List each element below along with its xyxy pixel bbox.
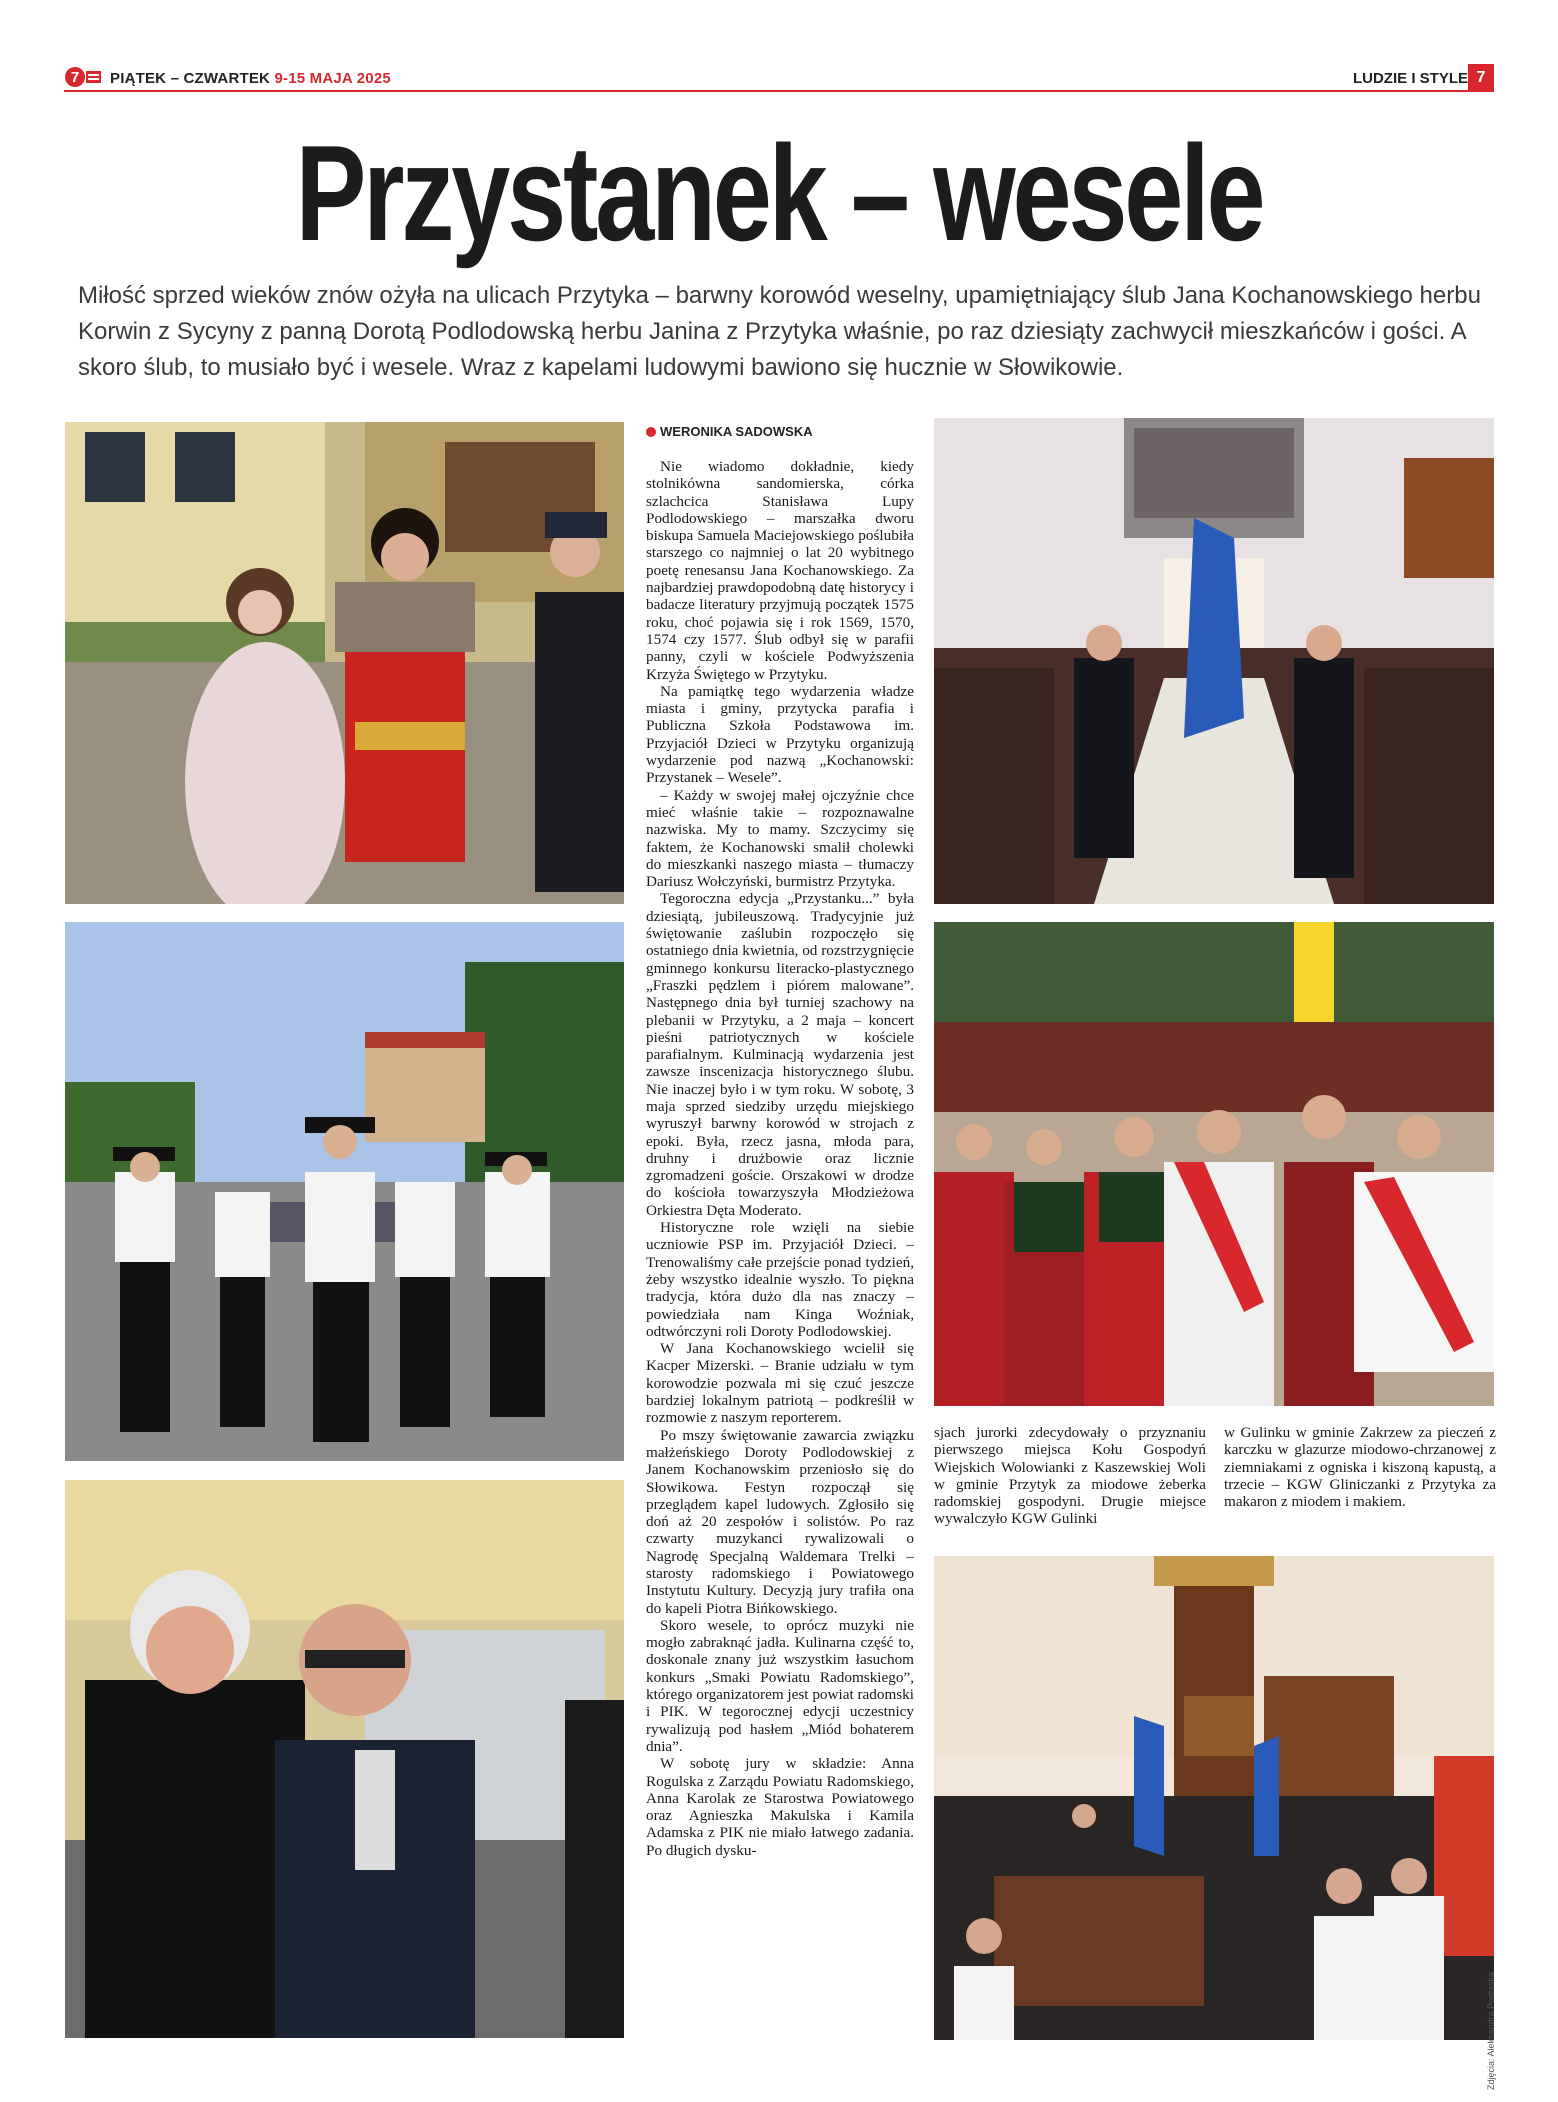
header-rule xyxy=(64,90,1494,92)
article-title: Przystanek – wesele xyxy=(295,117,1263,269)
paragraph: w Gulinku w gminie Zakrzew za pieczeń z karczku w glazurze miodowo-chrzanowej z ziemniakami z ogniska i kiszoną kapustą, a trzecie – KGW Gliniczanki z Przytyka za makaron z miodem i makiem. xyxy=(1224,1424,1496,1511)
paragraph: sjach jurorki zdecydowały o przyznaniu pierwszego miejsca Kołu Gospodyń Wiejskich Wolowianki z Kaszewskiej Woli w gminie Przytyk za miodowe żeberka radomskiej gospodyni. Drugie miejsce wywalczyło KGW Gulinki xyxy=(934,1424,1206,1528)
paragraph: Po mszy świętowanie zawarcia związku małżeńskiego Doroty Podlodowskiej z Janem Kochanowskim przeniosło się do Słowikowa. Festyn rozpoczął się przeglądem kapel ludowych. Zgłosiło się doń aż 20 zespołów i solistów. Po raz czwarty muzykanci rywalizowali o Nagrodę Specjalną Waldemara Trelki – starosty radomskiego i Powiatowego Instytutu Kultury. Decyzją jury trafiła ona do kapeli Piotra Bińkowskiego. xyxy=(646,1426,914,1617)
article-byline xyxy=(646,424,813,439)
paragraph: W Jana Kochanowskiego wcielił się Kacper Mizerski. – Branie udziału w tym korowodzie pozwala mi się czuć jeszcze bardziej lokalnym patriotą – podkreślił w rozmowie z naszym reporterem. xyxy=(646,1340,914,1427)
logo-number: 7 xyxy=(70,69,80,86)
paragraph: Tegoroczna edycja „Przystanku...” była dziesiątą, jubileuszową. Tradycyjnie już świętowanie zaślubin rozpoczęło się ostatniego dnia kwietnia, od rozstrzygnięcie gminnego konkursu literacko-plastycznego „Fraszki pędzlem i piórem malowane”. Następnego dnia był turniej szachowy na plebanii w Przytyku, a 2 maja – koncert pieśni patriotycznych w kościele parafialnym. Kulminacją wydarzenia jest zawsze inscenizacja historycznego ślubu. Nie inaczej było i w tym roku. W sobotę, 3 maja sprzed siedziby urzędu miejskiego wyruszył barwny korowód w strojach z epoki. Była, rzecz jasna, młoda para, druhny i drużbowie oraz licznie zgromadzeni goście. Orszakowi w drodze do kościoła towarzyszyła Młodzieżowa Orkiestra Dęta Moderato. xyxy=(646,890,914,1219)
page-number: 7 xyxy=(1468,64,1494,92)
photo-church-interior-guests xyxy=(934,1556,1494,2040)
article-column-1 xyxy=(646,458,914,2078)
photo-wedding-couple xyxy=(65,422,624,904)
author-name: WERONIKA SADOWSKA xyxy=(660,424,813,439)
issue-days: PIĄTEK – CZWARTEK xyxy=(110,70,271,87)
paragraph: W sobotę jury w składzie: Anna Rogulska z Zarządu Powiatu Radomskiego, Anna Karolak ze Starostwa Powiatowego oraz Agnieszka Makulska i Kamila Adamska z PIK nie miało łatwego zadania. Po długich dysku- xyxy=(646,1755,914,1859)
paragraph: Skoro wesele, to oprócz muzyki nie mogło zabraknąć jadła. Kulinarna część to, doskonale znany już wszystkim łasuchom konkurs „Smaki Powiatu Radomskiego”, którego organizatorem jest powiat radomski i PIK. W tegorocznej edycji uczestnicy rywalizują pod hasłem „Miód bohaterem dnia”. xyxy=(646,1616,914,1755)
issue-date-range: 9-15 MAJA 2025 xyxy=(274,70,391,87)
paragraph: Na pamiątkę tego wydarzenia władze miasta i gminy, przytycka parafia i Publiczna Szkoła Podstawowa im. Przyjaciół Dzieci w Przytyku organizują wydarzenie pod nazwą „Kochanowski: Przystanek – Wesele”. xyxy=(646,682,914,787)
paragraph: Nie wiadomo dokładnie, kiedy stolnikówna sandomierska, córka szlachcica Stanisława Lupy Podlodowskiego – marszałka dworu biskupa Samuela Maciejowskiego poślubiła starszego co najmniej o lat 20 wybitnego poetę renesansu Jana Kochanowskiego. Za najbardziej prawdopodobną datę historycy i badacze literatury przyjmują początek 1575 roku, choć pojawia się i rok 1569, 1570, 1574 czy 1577. Ślub odbył się w parafii panny, czyli w kościele Podwyższenia Krzyża Świętego w Przytyku. xyxy=(646,458,914,683)
photo-marching-band xyxy=(65,922,624,1461)
newspaper-logo xyxy=(64,66,102,88)
paragraph: – Każdy w swojej małej ojczyźnie chce mieć właśnie takie – rozpoznawalne nazwiska. My to mamy. Szczycimy się faktem, że Kochanowski smalił cholewki do mieszkanki naszego miasta – tłumaczy Dariusz Wołczyński, burmistrz Przytyka. xyxy=(646,786,914,891)
section-name: LUDZIE I STYLE xyxy=(1352,70,1468,87)
photo-credit: Zdjęcia: Aleksandra Podlaska xyxy=(1486,1971,1496,2090)
article-column-2 xyxy=(934,1424,1206,1528)
issue-date xyxy=(110,70,391,87)
article-lead: Miłość sprzed wieków znów ożyła na ulicach Przytyka – barwny korowód weselny, upamiętniający ślub Jana Kochanowskiego herbu Korwin z Sycyny z panną Dorotą Podlodowską herbu Janina z Przytyka właśnie, po raz dziesiąty zachwycił mieszkańców i gości. A skoro ślub, to musiało być i wesele. Wraz z kapelami ludowymi bawiono się hucznie w Słowikowie. xyxy=(78,282,1481,381)
article-column-3 xyxy=(1224,1424,1496,1510)
paragraph: Historyczne role wzięli na siebie uczniowie PSP im. Przyjaciół Dzieci. – Trenowaliśmy całe przejście ponad tydzień, żeby wszystko idealnie wyszło. To piękna tradycja, która dużo dla nas znaczy – powiedziała nam Kinga Woźniak, odtwórczyni roli Doroty Podlodowskiej. xyxy=(646,1219,914,1340)
photo-folk-costumes xyxy=(934,922,1494,1406)
photo-church-procession xyxy=(934,418,1494,904)
byline-dot xyxy=(646,427,656,437)
photo-priest-and-mayor xyxy=(65,1480,624,2038)
